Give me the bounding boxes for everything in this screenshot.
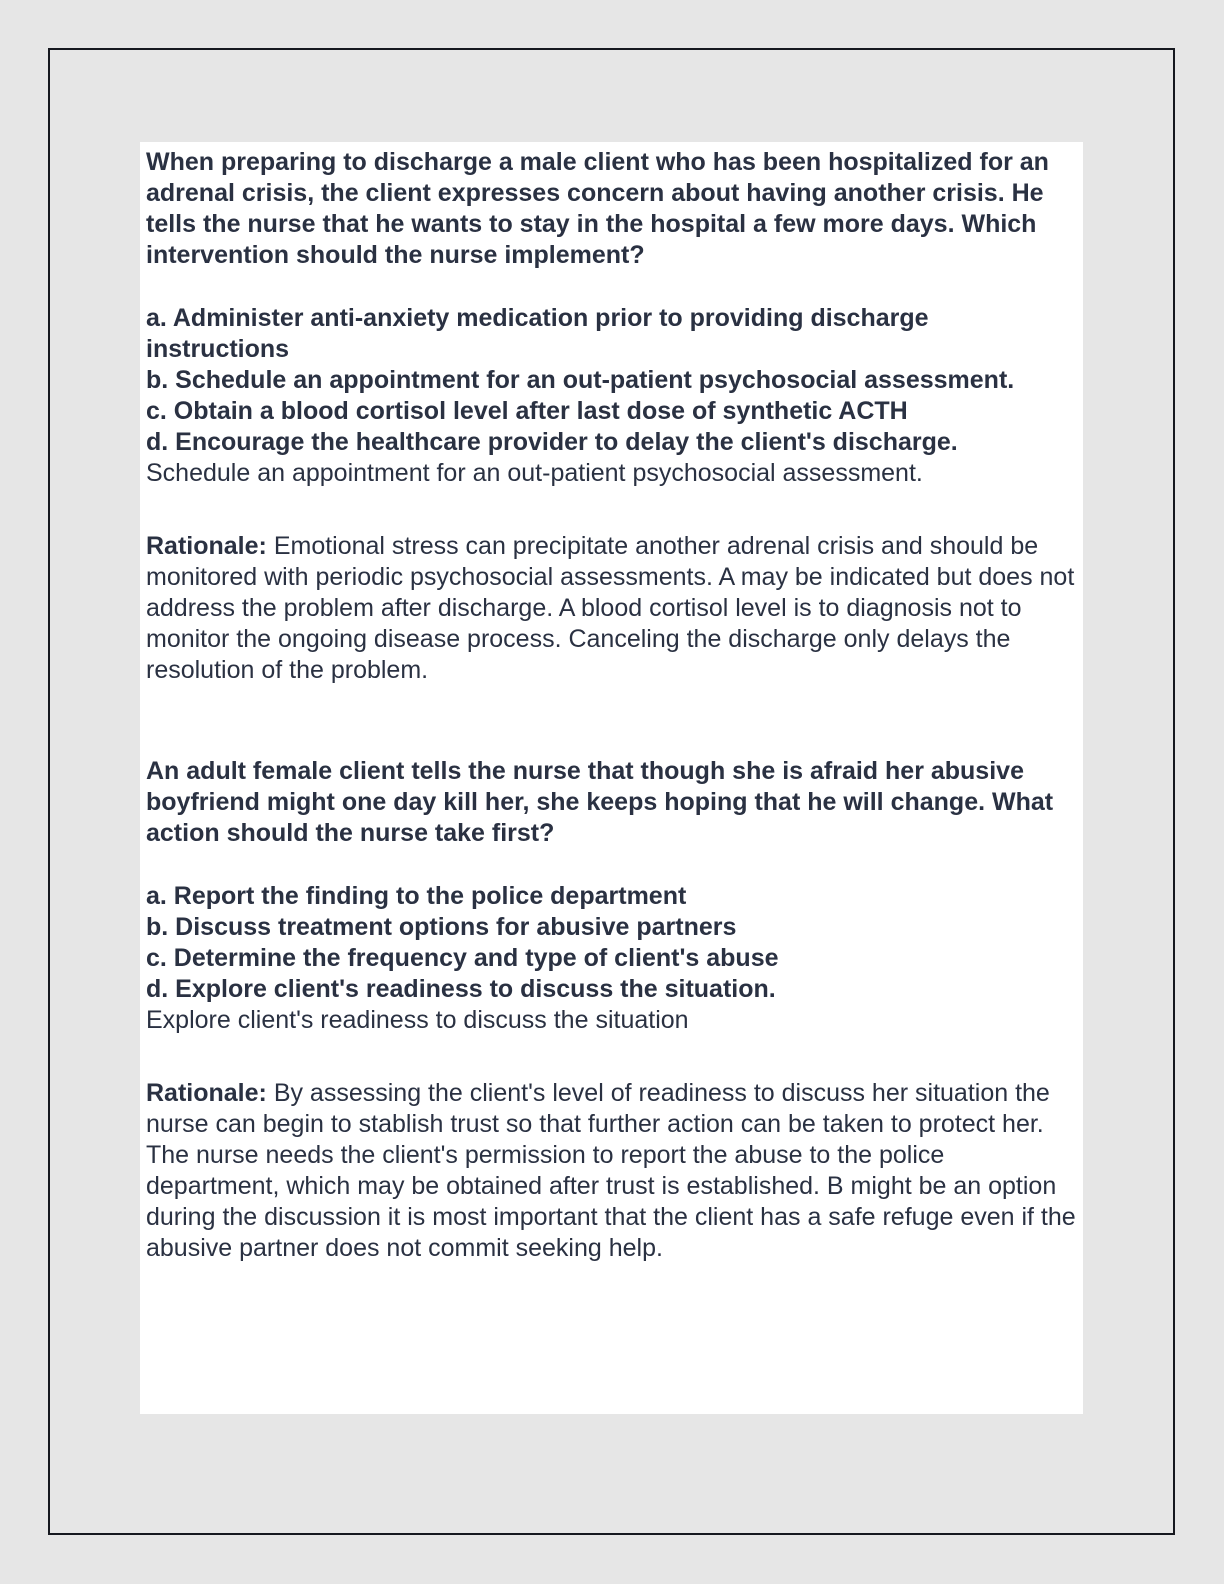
question-2-rationale-label: Rationale: bbox=[146, 1079, 267, 1107]
document-page bbox=[48, 48, 1175, 1535]
question-1-option-d: d. Encourage the healthcare provider to delay the client's discharge. bbox=[146, 428, 958, 456]
question-2-text: An adult female client tells the nurse that though she is afraid her abusive boyfriend might one day kill her, she keeps hoping that he will change. What action should the nurse take first? bbox=[146, 757, 1054, 847]
question-2-rationale-text: By assessing the client's level of readiness to discuss her situation the nurse can begin to stablish trust so that further action can be taken to protect her. The nurse needs the client's permission to report the abuse to the police department, which may be obtained after trust is established. B might be an option during the discussion it is most important that the client has a safe refuge even if the abusive partner does not commit seeking help. bbox=[146, 1079, 1076, 1262]
content-area bbox=[140, 142, 1083, 1414]
question-2-option-a: a. Report the finding to the police department bbox=[146, 882, 687, 910]
question-1-answer: Schedule an appointment for an out-patient psychosocial assessment. bbox=[146, 459, 923, 487]
question-1-option-b: b. Schedule an appointment for an out-patient psychosocial assessment. bbox=[146, 366, 1015, 394]
question-block-1 bbox=[146, 147, 1077, 686]
question-block-2 bbox=[146, 756, 1077, 1264]
question-1-rationale-label: Rationale: bbox=[146, 532, 267, 560]
question-2-option-b: b. Discuss treatment options for abusive partners bbox=[146, 913, 737, 941]
question-2-answer: Explore client's readiness to discuss the situation bbox=[146, 1006, 689, 1034]
question-1-options bbox=[146, 303, 1077, 458]
question-1-rationale-text: Emotional stress can precipitate another adrenal crisis and should be monitored with periodic psychosocial assessments. A may be indicated but does not address the problem after discharge. A blood cortisol level is to diagnosis not to monitor the ongoing disease process. Canceling the discharge only delays the resolution of the problem. bbox=[146, 532, 1075, 684]
question-1-option-c: c. Obtain a blood cortisol level after last dose of synthetic ACTH bbox=[146, 397, 908, 425]
question-2-options bbox=[146, 881, 1077, 1005]
question-2-rationale bbox=[146, 1078, 1077, 1264]
question-1-text: When preparing to discharge a male client who has been hospitalized for an adrenal crisis, the client expresses concern about having another crisis. He tells the nurse that he wants to stay in the hospital a few more days. Which intervention should the nurse implement? bbox=[146, 148, 1049, 269]
question-2-option-c: c. Determine the frequency and type of client's abuse bbox=[146, 944, 779, 972]
question-1-rationale bbox=[146, 531, 1077, 686]
question-2-option-d: d. Explore client's readiness to discuss the situation. bbox=[146, 975, 776, 1003]
question-1-option-a: a. Administer anti-anxiety medication prior to providing discharge instructions bbox=[146, 304, 929, 363]
